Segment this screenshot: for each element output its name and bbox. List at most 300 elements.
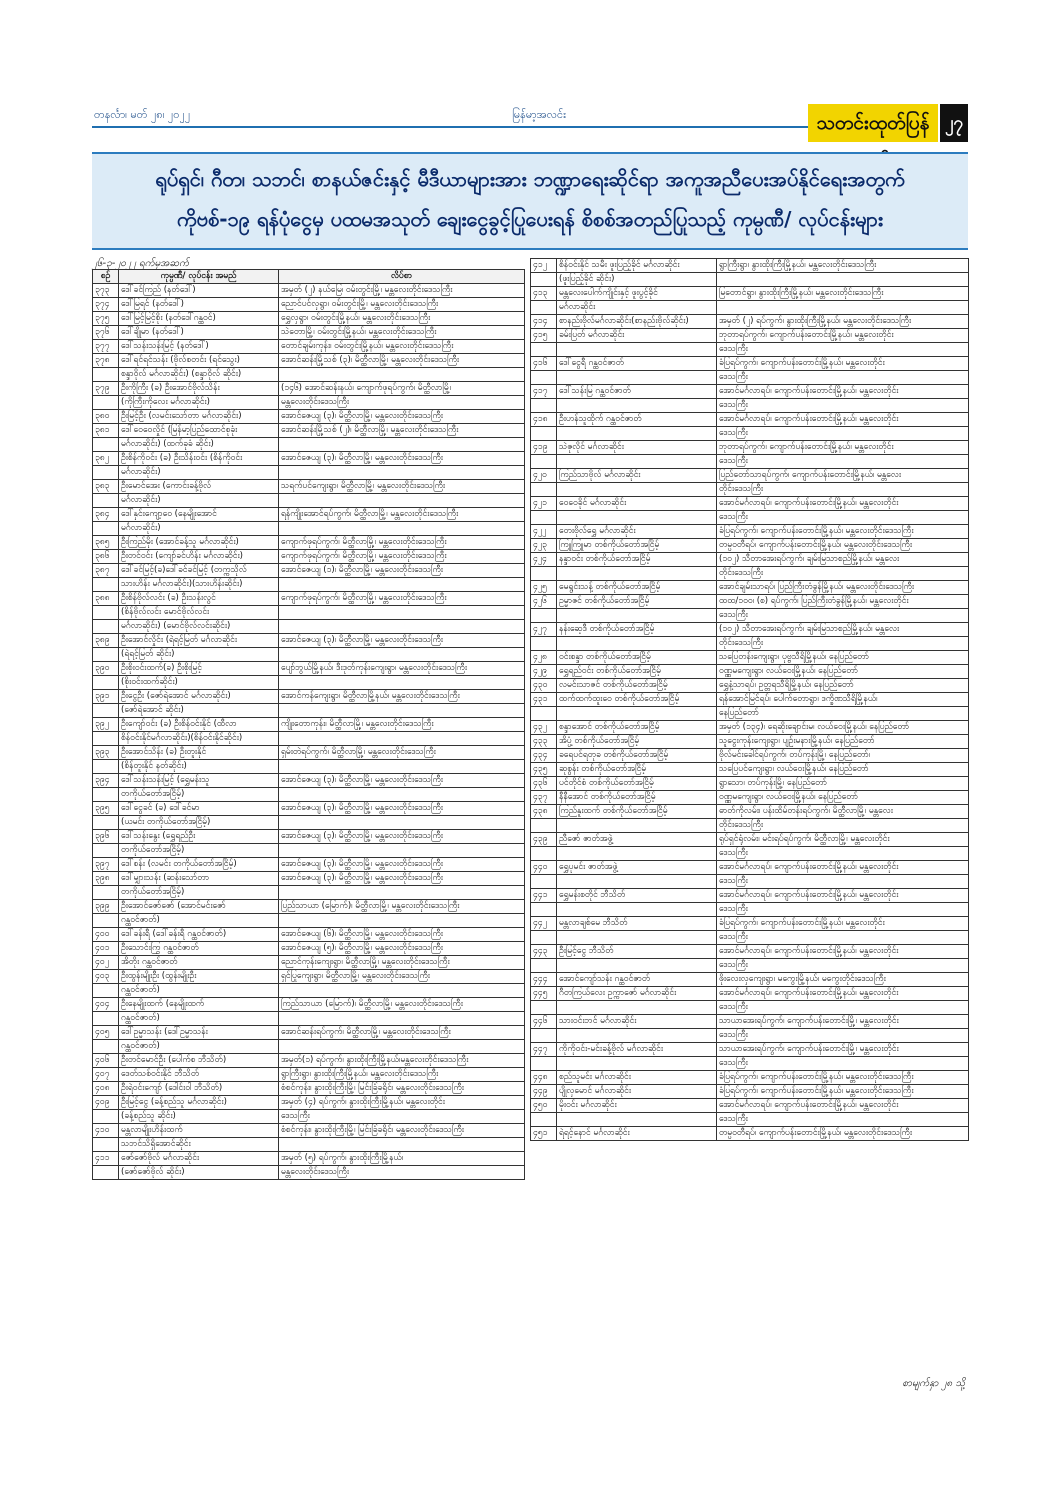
cell-name: ကြည်နူးထက် တစ်ကိုယ်တော်အငြိမ့်	[557, 805, 717, 819]
cell-name: သဲဇုလိုင် မင်္ဂလာဆိုင်း	[557, 441, 717, 455]
cell-address: (၁၀၂) သီတာအေးရပ်ကွက်၊ ချမ်းမြသာစည်မြို့နယ်၊ မန္တလေး	[717, 553, 969, 567]
cell-name: ဥမ္မာဇင် တစ်ကိုယ်တော်အငြိမ့်	[557, 595, 717, 609]
cell-address	[279, 466, 525, 480]
cell-address: ဖိုးလေးလှကျေးရွာ၊ မကွေးမြို့နယ်၊ မကွေးတိုင်းဒေသကြီး	[717, 973, 969, 987]
cell-name	[557, 455, 717, 469]
table-row	[93, 550, 525, 564]
title-line-2: ကိုဗစ်-၁၉ ရန်ပုံငွေမှ ပထမအသုတ် ချေးငွေခွင့်ပြုပေးရန် စိစစ်အတည်ပြုသည့် ကုမ္ပဏီ/ လုပ်ငန်းများ	[177, 207, 883, 231]
table-row	[93, 1068, 525, 1082]
cell-name: ဦးအောင်ဇော်ဇော် (အောင်မင်းဇော်	[119, 900, 279, 914]
cell-no	[531, 399, 557, 413]
cell-no	[93, 886, 119, 900]
cell-no: ၄၄၄	[531, 973, 557, 987]
cell-name: ကိုကိုဝင်း-မင်းခန့်ဗိုလ် မင်္ဂလာဆိုင်း	[557, 1043, 717, 1057]
cell-name: ခမ်းပြတ် မင်္ဂလာဆိုင်း	[557, 329, 717, 343]
cell-address: ဒေသကြီး	[717, 609, 969, 623]
cell-name	[557, 931, 717, 945]
table-row	[93, 1124, 525, 1138]
cell-name: ညီဇော် ဇာတ်အဖွဲ့	[557, 833, 717, 847]
cell-name: ဇော်ဇော်ဗိုလ် မင်္ဂလာဆိုင်း	[119, 1152, 279, 1166]
cell-no	[93, 648, 119, 662]
cell-no: ၄၃၈	[531, 805, 557, 819]
cell-name: ရွှေရည်ဝင်း တစ်ကိုယ်တော်အငြိမ့်	[557, 665, 717, 679]
table-row	[531, 553, 969, 567]
table-row	[93, 872, 525, 886]
table-row	[93, 676, 525, 690]
table-row	[93, 382, 525, 396]
cell-no: ၃၇၈	[93, 354, 119, 368]
cell-name: ထက်ထက်ထူးဝေ တစ်ကိုယ်တော်အငြိမ့်	[557, 693, 717, 707]
cell-address: ဓာတ်ကိုလမ်း၊ ပန်းထိမ်တန်းရပ်ကွက်၊ မိတ္ထီလာမြို့၊ မန္တလေး	[717, 805, 969, 819]
cell-name: ရဲရင့်နောင် မင်္ဂလာဆိုင်း	[557, 1127, 717, 1141]
cell-address: သာယာအေးရပ်ကွက်၊ ကျောက်ပန်းတောင်းမြို့၊ မန္တလေးတိုင်း	[717, 1015, 969, 1029]
table-row	[93, 634, 525, 648]
cell-address	[279, 1138, 525, 1152]
cell-name	[557, 1057, 717, 1071]
table-row	[93, 760, 525, 774]
table-row	[93, 578, 525, 592]
table-row	[93, 900, 525, 914]
cell-no	[93, 522, 119, 536]
table-row	[93, 704, 525, 718]
cell-no: ၄၂၆	[531, 595, 557, 609]
table-row	[93, 284, 525, 298]
table-row	[531, 371, 969, 385]
cell-address	[279, 494, 525, 508]
cell-address: ရွှေလှရွာ၊ ဝမ်းတွင်းမြို့နယ်၊ မန္တလေးတိုင်းဒေသကြီး	[279, 312, 525, 326]
cell-name: ဂန္ထဝင်ဇာတ်)	[119, 984, 279, 998]
cell-address: စံစင်ကုန်း၊ နွားထိုးကြီးမြို့၊ မြင်းခြံခရိုင်၊ မန္တလေးတိုင်းဒေသကြီး	[279, 1124, 525, 1138]
cell-address	[279, 648, 525, 662]
table-row	[531, 525, 969, 539]
table-row	[531, 889, 969, 903]
cell-name: ဦးမြင့်ငွေ (ခန့်စည်သူ မင်္ဂလာဆိုင်း)	[119, 1096, 279, 1110]
cell-no: ၄၃၂	[531, 721, 557, 735]
cell-name: (ခန့်စည်သူ ဆိုင်း)	[119, 1110, 279, 1124]
cell-name: မန္တလာမျိုးဟိန်းထက်	[119, 1124, 279, 1138]
table-row	[93, 1082, 525, 1096]
cell-name: (ယမင်း တကိုယ်တော်အငြိမ့်)	[119, 816, 279, 830]
cell-no: ၄၂၂	[531, 525, 557, 539]
cell-no: ၄၄၇	[531, 1043, 557, 1057]
table-row	[93, 1152, 525, 1166]
cell-address: အောင်ဇေယျ (၃)၊ မိတ္ထီလာမြို့၊ မန္တလေးတိုင်းဒေသကြီး	[279, 830, 525, 844]
cell-address: အောင်ဆန်းရပ်ကွက်၊ မိတ္ထီလာမြို့၊ မန္တလေးတိုင်းဒေသကြီး	[279, 1026, 525, 1040]
table-row	[531, 931, 969, 945]
table-row	[531, 1071, 969, 1085]
cell-address: တိုင်းဒေသကြီး	[717, 567, 969, 581]
cell-address: ပြည်တော်သာရပ်ကွက်၊ ကျောက်ပန်းတောင်းမြို့နယ်၊ မန္တလေး	[717, 469, 969, 483]
cell-no: ၃၈၈	[93, 592, 119, 606]
table-row	[93, 998, 525, 1012]
cell-name	[557, 707, 717, 721]
cell-address: ဒေသကြီး	[717, 1001, 969, 1015]
cell-name: မန္တလာချစ်မေ ဘီသိတ်	[557, 917, 717, 931]
cell-no: ၃၈၅	[93, 536, 119, 550]
cell-no: ၃၉၆	[93, 830, 119, 844]
cell-address: ကျောက်ဖုရပ်ကွက်၊ မိတ္ထီလာမြို့၊ မန္တလေးတိုင်းဒေသကြီး	[279, 536, 525, 550]
table-row	[93, 956, 525, 970]
cell-name: ဒေါ်ငွေခင် (ခ) ဒေါ်ခင်မာ	[119, 802, 279, 816]
table-row	[93, 970, 525, 984]
cell-name: ဦးစိုးဝင်းထက်(ခ) ဦးစိုးမြင့်	[119, 662, 279, 676]
cell-no	[531, 847, 557, 861]
cell-address: ဘုတာရပ်ကွက်၊ ကျောက်ပန်းတောင်းမြို့နယ်၊ မန္တလေးတိုင်း	[717, 441, 969, 455]
cell-address: အောင်မင်္ဂလာရပ်၊ ကျောက်ပန်းတောင်းမြို့နယ်၊ မန္တလေးတိုင်း	[717, 861, 969, 875]
cell-no: ၃၉၇	[93, 858, 119, 872]
table-row	[93, 1054, 525, 1068]
cell-no	[531, 609, 557, 623]
cell-no: ၄၁၉	[531, 441, 557, 455]
table-row	[531, 693, 969, 707]
table-row	[531, 651, 969, 665]
cell-address: မြတောင်ရွာ၊ နွားထိုးကြီးမြို့နယ်၊ မန္တလေးတိုင်းဒေသကြီး	[717, 287, 969, 301]
cell-name: နန္ဒာဝင်း တစ်ကိုယ်တော်အငြိမ့်	[557, 553, 717, 567]
cell-name: (စိန်ဗိုလ်လင်း မောင်ဗိုလ်လင်း	[119, 606, 279, 620]
cell-address: ကျောက်ဖုရပ်ကွက်၊ မိတ္ထီလာမြို့၊ မန္တလေးတိုင်းဒေသကြီး	[279, 550, 525, 564]
cell-name: ကြည်သာဗိုလ် မင်္ဂလာဆိုင်း	[557, 469, 717, 483]
cell-no: ၄၃၄	[531, 749, 557, 763]
cell-name: ဒေါ်ဥမ္မာသန်း (ဒေါ်ဥမ္မာသန်း	[119, 1026, 279, 1040]
cell-no: ၄၀၇	[93, 1068, 119, 1082]
cell-name: နီနီအောင် တစ်ကိုယ်တော်အငြိမ့်	[557, 791, 717, 805]
table-row	[531, 343, 969, 357]
table-row	[531, 637, 969, 651]
cell-no: ၄၄၉	[531, 1085, 557, 1099]
cell-address	[279, 788, 525, 802]
cell-name: ရွှေမန်းစတိုင် ဘီသိတ်	[557, 889, 717, 903]
cell-no: ၄၂၁	[531, 497, 557, 511]
cell-address: ဒေသကြီး	[717, 371, 969, 385]
cell-address: အောင်ဇေယျ (၅)၊ မိတ္ထီလာမြို့၊ မန္တလေးတိုင်းဒေသကြီး	[279, 942, 525, 956]
table-row	[531, 595, 969, 609]
cell-no: ၃၉၄	[93, 774, 119, 788]
cell-name: (ဖူးပြည့်ခိုင် ဆိုင်း)	[557, 273, 717, 287]
cell-address: သပြေပင်ကျေးရွာ၊ လယ်ဝေးမြို့နယ်၊ နေပြည်တော်	[717, 763, 969, 777]
table-row	[93, 914, 525, 928]
cell-no: ၄၀၀	[93, 928, 119, 942]
cell-address	[279, 368, 525, 382]
cell-name: ဒေါ်မျှားသန်း (ဆန်းသော်တာ	[119, 872, 279, 886]
cell-name: ဒေါ်ရင်ရင်သန်း (ဗိုလ်စတင်း (ရင်သွေး)	[119, 354, 279, 368]
cell-address: ဒေသကြီး	[717, 511, 969, 525]
cell-no: ၄၂၀	[531, 469, 557, 483]
table-row	[93, 592, 525, 606]
table-row	[531, 707, 969, 721]
cell-no	[531, 343, 557, 357]
cell-address: ဒေသကြီး	[717, 875, 969, 889]
cell-no: ၃၈၉	[93, 634, 119, 648]
table-row	[93, 844, 525, 858]
cell-address: အောင်မင်္ဂလာရပ်၊ ကျောက်ပန်းတောင်းမြို့နယ်၊ မန္တလေးတိုင်း	[717, 945, 969, 959]
cell-address: တမ္ပဝတီရပ်၊ ကျောက်ပန်းတောင်းမြို့နယ်၊ မန္တလေးတိုင်းဒေသကြီး	[717, 539, 969, 553]
table-row	[93, 466, 525, 480]
cell-no: ၄၃၆	[531, 777, 557, 791]
cell-no	[93, 844, 119, 858]
cell-name: ဦးဟန်သူထိုက် ဂန္ထဝင်ဇာတ်	[557, 413, 717, 427]
cell-name: တကိုယ်တော်အငြိမ့်)	[119, 886, 279, 900]
cell-no: ၄၄၂	[531, 917, 557, 931]
cell-name	[557, 511, 717, 525]
table-row	[93, 942, 525, 956]
cell-address: ဒေသကြီး	[717, 455, 969, 469]
cell-name: ဦးကြည်မိုး (အောင်ခန့်သူ မင်္ဂလာဆိုင်း)	[119, 536, 279, 550]
cell-name: မင်္ဂလာဆိုင်း) (ထက်ခုခံ ဆိုင်း)	[119, 438, 279, 452]
cell-name: အောင်ကျော်သန်း ဂန္ထဝင်ဇာတ်	[557, 973, 717, 987]
cell-no: ၄၃၃	[531, 735, 557, 749]
cell-name: ဒေါ်ဝေဝေလှိုင် (မြန်မာ့ပြည်ထောင်စုခုံး	[119, 424, 279, 438]
cell-no: ၄၂၃	[531, 539, 557, 553]
cell-address: အောင်ဇေယျ (၃)၊ မိတ္ထီလာမြို့၊ မန္တလေးတိုင်းဒေသကြီး	[279, 774, 525, 788]
table-row	[531, 987, 969, 1001]
header-rule	[92, 126, 838, 128]
table-row	[531, 287, 969, 301]
cell-no	[93, 732, 119, 746]
cell-address: ခံပြရပ်ကွက်၊ ကျောက်ပန်းတောင်းမြို့နယ်၊ မန္တလေးတိုင်းဒေသကြီး	[717, 525, 969, 539]
cell-no: ၄၀၅	[93, 1026, 119, 1040]
cell-address: အမှတ် (၅) ရပ်ကွက်၊ နွားထိုးကြီးမြို့နယ်၊	[279, 1152, 525, 1166]
cell-name	[557, 427, 717, 441]
table-row	[93, 536, 525, 550]
cell-address	[279, 1012, 525, 1026]
header-date: တနင်္လာ၊ မတ် ၂၈၊ ၂၀၂၂	[94, 108, 191, 121]
cell-name: သားဝင်းဘင် မင်္ဂလာဆိုင်း	[557, 1015, 717, 1029]
cell-name: ဦးအောင်လှိုင်း (ရဲရင့်မြတ် မင်္ဂလာဆိုင်း	[119, 634, 279, 648]
cell-no: ၃၈၆	[93, 550, 119, 564]
cell-name: (ကိုကြီးကိုလေး မင်္ဂလာဆိုင်း)	[119, 396, 279, 410]
cell-name	[557, 1001, 717, 1015]
table-row	[93, 410, 525, 424]
cell-name: ဒေါ်သန်းနွေး (ရွှေရည်ဦး	[119, 830, 279, 844]
cell-name: အိပ္ပံ့ တစ်ကိုယ်တော်အငြိမ့်	[557, 735, 717, 749]
cell-no	[93, 816, 119, 830]
table-row	[93, 340, 525, 354]
table-row	[93, 368, 525, 382]
cell-address: မန္တလေးတိုင်းဒေသကြီး	[279, 1166, 525, 1180]
cell-name: လမင်းသာဇင် တစ်ကိုယ်တော်အငြိမ့်	[557, 679, 717, 693]
cell-no: ၄၀၆	[93, 1054, 119, 1068]
cell-no: ၄၂၄	[531, 553, 557, 567]
table-row	[531, 875, 969, 889]
cell-address: ရွှေနံ့သာရပ်၊ ဥတ္တရသီရိမြို့နယ်၊ နေပြည်တော်	[717, 679, 969, 693]
cell-no	[93, 578, 119, 592]
table-row	[93, 858, 525, 872]
cell-address: ဝဏ္ဏမကျေးရွာ၊ လယ်ဝေးမြို့နယ်၊ နေပြည်တော်	[717, 665, 969, 679]
cell-name: ဒေါ်ခင်ကြည် (နတ်ဒေါ်)	[119, 284, 279, 298]
cell-no: ၃၉၈	[93, 872, 119, 886]
cell-no: ၃၉၅	[93, 802, 119, 816]
cell-address: ရှင်ပြုကျေးရွာ၊ မိတ္ထီလာမြို့၊ မန္တလေးတိုင်းဒေသကြီး	[279, 970, 525, 984]
table-header-row	[93, 270, 525, 284]
table-row	[93, 396, 525, 410]
company-table-right	[530, 258, 969, 1141]
table-row	[531, 819, 969, 833]
table-row	[531, 609, 969, 623]
table-row	[531, 847, 969, 861]
cell-no: ၄၀၁	[93, 942, 119, 956]
cell-name: ဦးမြင့်ဦး (လမင်းသော်တာ မင်္ဂလာဆိုင်း)	[119, 410, 279, 424]
cell-name: မေရွင်းသန့် တစ်ကိုယ်တော်အငြိမ့်	[557, 581, 717, 595]
cell-name: ဦးမောင်အေး (ကောင်းခန့်ဗိုလ်	[119, 480, 279, 494]
cell-no: ၃၇၆	[93, 326, 119, 340]
cell-no	[531, 1057, 557, 1071]
cell-name	[557, 875, 717, 889]
table-row	[93, 1012, 525, 1026]
cell-address	[279, 1040, 525, 1054]
cell-address: အောင်မင်္ဂလာရပ်၊ ကျောက်ပန်းတောင်းမြို့နယ်၊ မန္တလေးတိုင်း	[717, 889, 969, 903]
table-row	[93, 312, 525, 326]
cell-name: ဦးသောင်းကြွ ဂန္ထဝင်ဇာတ်	[119, 942, 279, 956]
col-header-name: ကုမ္ပဏီ/ လုပ်ငန်း အမည်	[119, 270, 279, 284]
cell-address: ဒေသကြီး	[717, 343, 969, 357]
cell-name	[557, 959, 717, 973]
cell-address: ဒေသကြီး	[717, 1113, 969, 1127]
table-row	[93, 718, 525, 732]
table-row	[93, 1026, 525, 1040]
cell-name: ဦးကိုကြီး (ခ) ဦးအောင်ဗိုလ်သိန်း	[119, 382, 279, 396]
cell-name: ခရေပင်ရတုခ တစ်ကိုယ်တော်အငြိမ့်	[557, 749, 717, 763]
table-row	[531, 679, 969, 693]
table-row	[531, 567, 969, 581]
table-row	[93, 1138, 525, 1152]
cell-name	[557, 567, 717, 581]
cell-address	[279, 760, 525, 774]
cell-address	[279, 732, 525, 746]
cell-name: ဦးရဲဝင်းကျော် (ဒေါင်းဝါ ဘီသိတ်)	[119, 1082, 279, 1096]
cell-address: အောင်ဇေယျ (၃)၊ မိတ္ထီလာမြို့၊ မန္တလေးတိုင်းဒေသကြီး	[279, 634, 525, 648]
cell-name: ဦးအောင်သိန်း (ခ) ဦးတူးနိုင်	[119, 746, 279, 760]
cell-no	[93, 606, 119, 620]
continued-to: စာမျက်နှာ ၂၈ သို့	[902, 1378, 965, 1389]
table-row	[93, 620, 525, 634]
cell-name: ဂန္ထဝင်ဇာတ်)	[119, 914, 279, 928]
col-header-no: စဉ်	[93, 270, 119, 284]
cell-name	[557, 483, 717, 497]
cell-address: အောင်မင်္ဂလာရပ်၊ ကျောက်ပန်းတောင်းမြို့နယ်၊ မန္တလေးတိုင်း	[717, 1099, 969, 1113]
cell-address: အမှတ် (၂) ရပ်ကွက်၊ နွားထိုးကြီးမြို့နယ်၊ မန္တလေးတိုင်းဒေသကြီး	[717, 315, 969, 329]
cell-name: ဦးထွန်းမျိုးဦး (ထွန်းမျိုးဦး	[119, 970, 279, 984]
cell-no: ၃၇၅	[93, 312, 119, 326]
cell-address: သာယာအေးရပ်ကွက်၊ ကျောက်ပန်းတောင်းမြို့၊ မန္တလေးတိုင်း	[717, 1043, 969, 1057]
cell-name: ဒေတ်သစ်ဝင်းနိုင် ဘီသိတ်	[119, 1068, 279, 1082]
cell-address	[279, 438, 525, 452]
table-row	[531, 455, 969, 469]
cell-name: တကိုယ်တော်အငြိမ့်)	[119, 844, 279, 858]
table-row	[531, 539, 969, 553]
cell-address: ဒေသကြီး	[717, 399, 969, 413]
cell-address: ပြည်သာယာ (မြောက်)၊ မိတ္ထီလာမြို့၊ မန္တလေးတိုင်းဒေသကြီး	[279, 900, 525, 914]
cell-no	[93, 1040, 119, 1054]
cell-address: အမှတ် (၂) နယ်မြေ၊ ဝမ်းတွင်းမြို့၊ မန္တလေးတိုင်းဒေသကြီး	[279, 284, 525, 298]
cell-name: (ဇော်ရဲအောင် ဆိုင်း)	[119, 704, 279, 718]
cell-name: ဒေါ်မြင့်မြင့်စိုး (နတ်ဒေါ်ဂန္ထဝင်)	[119, 312, 279, 326]
cell-name: စည်သူမင်း မင်္ဂလာဆိုင်း	[557, 1071, 717, 1085]
cell-address: သူငွေးကုန်းကျေးရွာ၊ ပျဉ်းမနားမြို့နယ်၊ နေပြည်တော်	[717, 735, 969, 749]
table-row	[531, 1043, 969, 1057]
cell-name: (စိုးဝင်းထက်ဆိုင်း)	[119, 676, 279, 690]
cell-name: ဝေဝေခိုင် မင်္ဂလာဆိုင်း	[557, 497, 717, 511]
cell-name: သဘင်သိရှိအောင်ဆိုင်း	[119, 1138, 279, 1152]
cell-no	[93, 1138, 119, 1152]
cell-no: ၃၉၁	[93, 690, 119, 704]
table-row	[93, 480, 525, 494]
cell-address: မန္တလေးတိုင်းဒေသကြီး	[279, 396, 525, 410]
table-row	[93, 816, 525, 830]
cell-address: အောင်ဇေယျ (၃)၊ မိတ္ထီလာမြို့၊ မန္တလေးတိုင်းဒေသကြီး	[279, 452, 525, 466]
cell-address: ဝဏ္ဏမကျေးရွာ၊ လယ်ဝေးမြို့နယ်၊ နေပြည်တော်	[717, 791, 969, 805]
cell-no	[531, 1001, 557, 1015]
cell-address: အောင်မင်္ဂလာရပ်၊ ကျောက်ပန်းတောင်းမြို့နယ်၊ မန္တလေးတိုင်း	[717, 413, 969, 427]
cell-address: တိုင်းဒေသကြီး	[717, 637, 969, 651]
table-row	[93, 774, 525, 788]
cell-address: ရှမ်းတဲရပ်ကွက်၊ မိတ္ထီလာမြို့၊ မန္တလေးတိုင်းဒေသကြီး	[279, 746, 525, 760]
cell-address: နေပြည်တော်	[717, 707, 969, 721]
cell-no	[93, 368, 119, 382]
cell-no: ၄၃၉	[531, 833, 557, 847]
cell-no: ၄၀၃	[93, 970, 119, 984]
table-row	[93, 1166, 525, 1180]
cell-address: ကြည်သာယာ (မြောက်)၊ မိတ္ထီလာမြို့၊ မန္တလေးတိုင်းဒေသကြီး	[279, 998, 525, 1012]
cell-name: (ရဲရင့်မြတ် ဆိုင်း)	[119, 648, 279, 662]
cell-name	[557, 343, 717, 357]
cell-name: (ဇော်ဇော်ဗိုလ် ဆိုင်း)	[119, 1166, 279, 1180]
cell-name: ဦးကျော်ဝင်း (ခ) ဦးစိန်ဝင်းနိုင် (ထီလာ	[119, 718, 279, 732]
cell-address: ဒေသကြီး	[279, 1110, 525, 1124]
table-row	[531, 735, 969, 749]
cell-name	[557, 1113, 717, 1127]
cell-no	[93, 466, 119, 480]
cell-no	[93, 1012, 119, 1026]
table-row	[93, 928, 525, 942]
cell-no: ၄၄၈	[531, 1071, 557, 1085]
cell-address: ဒေသကြီး	[717, 1057, 969, 1071]
cell-name: ဦးမြင့်ငွေ ဘီသိတ်	[557, 945, 717, 959]
cell-no	[531, 1029, 557, 1043]
cell-address: ရန်အောင်မြင်ရပ်၊ ပေါက်တောရွာ၊ ဒက္ခိဏသီရိမြို့နယ်၊	[717, 693, 969, 707]
table-row	[531, 1029, 969, 1043]
table-row	[93, 746, 525, 760]
cell-no: ၄၁၃	[531, 287, 557, 301]
cell-no: ၄၃၀	[531, 679, 557, 693]
cell-no	[531, 567, 557, 581]
cell-no	[93, 788, 119, 802]
cell-name	[557, 903, 717, 917]
cell-address: အမှတ် (၄) ရပ်ကွက်၊ နွားထိုးကြီးမြို့နယ်၊ မန္တလေးတိုင်း	[279, 1096, 525, 1110]
cell-no	[93, 1110, 119, 1124]
cell-name: သားဟိန်း မင်္ဂလာဆိုင်း)(သားဟိန်းဆိုင်း)	[119, 578, 279, 592]
cell-name: ဝင်းစန္ဒာ တစ်ကိုယ်တော်အငြိမ့်	[557, 651, 717, 665]
table-row	[531, 273, 969, 287]
table-row	[93, 424, 525, 438]
table-row	[531, 749, 969, 763]
cell-address: အောင်မင်္ဂလာရပ်၊ ကျောက်ပန်းတောင်းမြို့နယ်၊ မန္တလေးတိုင်း	[717, 497, 969, 511]
cell-address: သပြေတန်းကျေးရွာ၊ ပုဗ္ဗသီရိမြို့နယ်၊ နေပြည်တော်	[717, 651, 969, 665]
cell-address: ပျော်ဘွယ်မြို့နယ်၊ ဒီးဒုတ်ကုန်းကျေးရွာ၊ မန္တလေးတိုင်းဒေသကြီး	[279, 662, 525, 676]
cell-address	[279, 578, 525, 592]
cell-no: ၄၂၈	[531, 651, 557, 665]
table-row	[531, 833, 969, 847]
cell-no: ၄၀၈	[93, 1082, 119, 1096]
table-row	[531, 1085, 969, 1099]
cell-no: ၄၄၅	[531, 987, 557, 1001]
cell-no: ၄၀၂	[93, 956, 119, 970]
table-row	[531, 301, 969, 315]
cell-name: ဦးစိန်ကိုဝင်း (ခ) ဦးသိန်းဝင်း (စိန်ကိုဝင်း	[119, 452, 279, 466]
cell-no: ၄၂၅	[531, 581, 557, 595]
cell-address: ထထ/၁၀၀၊ (စ) ရပ်ကွက်၊ ပြည်ကြီးတံခွန်မြို့နယ်၊ မန္တလေးတိုင်း	[717, 595, 969, 609]
table-row	[93, 606, 525, 620]
cell-name	[557, 1029, 717, 1043]
